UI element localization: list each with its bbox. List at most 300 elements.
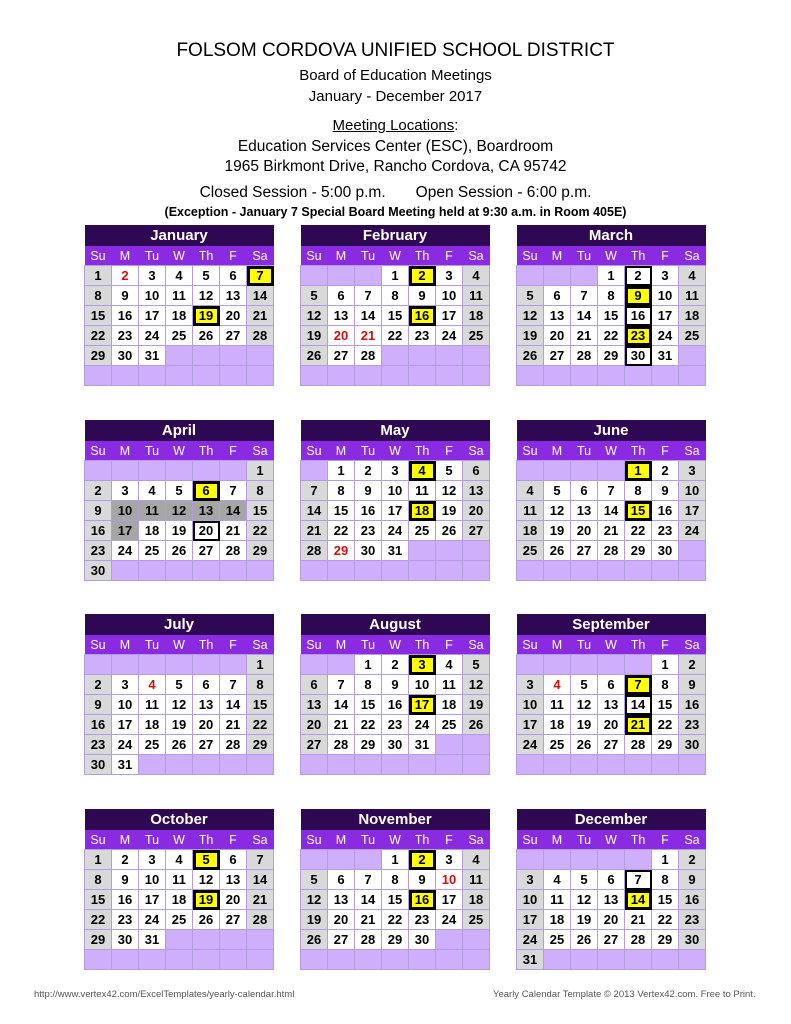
day-cell: 29 bbox=[328, 541, 355, 561]
day-cell: 12 bbox=[166, 695, 193, 715]
day-cell: 24 bbox=[139, 326, 166, 346]
empty-cell bbox=[544, 461, 571, 481]
day-cell: 27 bbox=[220, 910, 247, 930]
weekday-header: Tu bbox=[139, 246, 166, 266]
empty-cell bbox=[544, 950, 571, 970]
day-cell: 26 bbox=[436, 521, 463, 541]
day-cell: 5 bbox=[544, 481, 571, 501]
day-cell: 21 bbox=[625, 910, 652, 930]
day-cell: 13 bbox=[193, 695, 220, 715]
day-cell: 29 bbox=[652, 735, 679, 755]
day-cell: 31 bbox=[139, 930, 166, 950]
weekday-header: Th bbox=[625, 635, 652, 655]
empty-cell bbox=[220, 930, 247, 950]
weekday-header: F bbox=[436, 246, 463, 266]
empty-cell bbox=[112, 461, 139, 481]
day-cell: 1 bbox=[247, 655, 274, 675]
day-cell: 4 bbox=[517, 481, 544, 501]
day-cell: 23 bbox=[409, 910, 436, 930]
day-cell: 19 bbox=[166, 715, 193, 735]
day-cell: 7 bbox=[571, 286, 598, 306]
day-cell: 12 bbox=[193, 286, 220, 306]
meeting-day-cell: 6 bbox=[193, 481, 220, 501]
empty-cell bbox=[463, 755, 490, 775]
day-cell: 10 bbox=[112, 501, 139, 521]
meeting-locations-colon: : bbox=[454, 117, 459, 134]
weekday-header: Sa bbox=[679, 441, 706, 461]
month-calendar bbox=[84, 614, 274, 775]
day-cell: 31 bbox=[409, 735, 436, 755]
day-cell: 24 bbox=[517, 930, 544, 950]
day-cell: 15 bbox=[355, 695, 382, 715]
day-cell: 24 bbox=[436, 910, 463, 930]
day-cell: 26 bbox=[463, 715, 490, 735]
day-cell: 20 bbox=[301, 715, 328, 735]
day-cell: 9 bbox=[409, 870, 436, 890]
day-cell: 13 bbox=[193, 501, 220, 521]
day-cell: 11 bbox=[517, 501, 544, 521]
day-cell: 23 bbox=[382, 715, 409, 735]
day-cell: 22 bbox=[355, 715, 382, 735]
day-cell: 18 bbox=[544, 715, 571, 735]
meeting-day-cell: 23 bbox=[625, 326, 652, 346]
day-cell: 1 bbox=[247, 461, 274, 481]
day-cell: 7 bbox=[247, 850, 274, 870]
day-cell: 24 bbox=[409, 715, 436, 735]
empty-cell bbox=[193, 930, 220, 950]
day-cell: 26 bbox=[193, 910, 220, 930]
day-cell: 12 bbox=[436, 481, 463, 501]
month-grid bbox=[300, 420, 490, 581]
empty-cell bbox=[625, 655, 652, 675]
day-cell: 5 bbox=[166, 675, 193, 695]
day-cell: 30 bbox=[625, 346, 652, 366]
day-cell: 18 bbox=[463, 890, 490, 910]
day-cell: 20 bbox=[193, 715, 220, 735]
meeting-day-cell: 14 bbox=[625, 890, 652, 910]
day-cell: 16 bbox=[679, 890, 706, 910]
day-cell: 29 bbox=[598, 346, 625, 366]
empty-cell bbox=[247, 950, 274, 970]
weekday-header: F bbox=[652, 246, 679, 266]
weekday-header: Th bbox=[409, 246, 436, 266]
weekday-header: Tu bbox=[571, 441, 598, 461]
day-cell: 23 bbox=[355, 521, 382, 541]
empty-cell bbox=[85, 461, 112, 481]
empty-cell bbox=[625, 366, 652, 386]
month-calendar bbox=[300, 225, 490, 386]
day-cell: 8 bbox=[382, 870, 409, 890]
weekday-header: Su bbox=[517, 246, 544, 266]
empty-cell bbox=[544, 561, 571, 581]
day-cell: 28 bbox=[220, 735, 247, 755]
day-cell: 28 bbox=[301, 541, 328, 561]
empty-cell bbox=[247, 755, 274, 775]
day-cell: 3 bbox=[139, 266, 166, 286]
weekday-header: Sa bbox=[463, 246, 490, 266]
empty-cell bbox=[409, 541, 436, 561]
day-cell: 1 bbox=[382, 850, 409, 870]
day-cell: 8 bbox=[247, 675, 274, 695]
day-cell: 14 bbox=[220, 695, 247, 715]
empty-cell bbox=[139, 366, 166, 386]
empty-cell bbox=[355, 850, 382, 870]
day-cell: 14 bbox=[301, 501, 328, 521]
day-cell: 20 bbox=[463, 501, 490, 521]
day-cell: 28 bbox=[598, 541, 625, 561]
day-cell: 24 bbox=[517, 735, 544, 755]
footer-credit: Yearly Calendar Template © 2013 Vertex42.com. Free to Print. bbox=[493, 989, 756, 1000]
day-cell: 25 bbox=[463, 326, 490, 346]
empty-cell bbox=[247, 346, 274, 366]
day-cell: 30 bbox=[652, 541, 679, 561]
month-calendar bbox=[300, 614, 490, 775]
month-calendar bbox=[516, 614, 706, 775]
day-cell: 25 bbox=[463, 910, 490, 930]
day-cell: 17 bbox=[139, 890, 166, 910]
meeting-day-cell: 16 bbox=[409, 306, 436, 326]
month-name: November bbox=[301, 809, 490, 830]
empty-cell bbox=[571, 850, 598, 870]
empty-cell bbox=[436, 950, 463, 970]
day-cell: 12 bbox=[166, 501, 193, 521]
day-cell: 2 bbox=[85, 481, 112, 501]
month-grid bbox=[84, 225, 274, 386]
weekday-header: F bbox=[220, 635, 247, 655]
day-cell: 25 bbox=[544, 735, 571, 755]
month-name: January bbox=[85, 225, 274, 246]
empty-cell bbox=[355, 366, 382, 386]
empty-cell bbox=[409, 755, 436, 775]
day-cell: 13 bbox=[301, 695, 328, 715]
weekday-header: W bbox=[166, 246, 193, 266]
day-cell: 20 bbox=[598, 910, 625, 930]
empty-cell bbox=[679, 561, 706, 581]
day-cell: 6 bbox=[220, 266, 247, 286]
day-cell: 8 bbox=[652, 675, 679, 695]
day-cell: 7 bbox=[301, 481, 328, 501]
day-cell: 31 bbox=[382, 541, 409, 561]
weekday-header: Tu bbox=[355, 830, 382, 850]
day-cell: 19 bbox=[544, 521, 571, 541]
day-cell: 19 bbox=[463, 695, 490, 715]
day-cell: 2 bbox=[112, 850, 139, 870]
empty-cell bbox=[355, 950, 382, 970]
day-cell: 3 bbox=[436, 850, 463, 870]
empty-cell bbox=[220, 346, 247, 366]
weekday-header: Su bbox=[85, 441, 112, 461]
day-cell: 26 bbox=[571, 735, 598, 755]
day-cell: 23 bbox=[112, 326, 139, 346]
empty-cell bbox=[382, 346, 409, 366]
day-cell: 16 bbox=[652, 501, 679, 521]
day-cell: 31 bbox=[112, 755, 139, 775]
day-cell: 30 bbox=[382, 735, 409, 755]
meeting-day-cell: 7 bbox=[247, 266, 274, 286]
footer-url[interactable]: http://www.vertex42.com/ExcelTemplates/yearly-calendar.html bbox=[34, 989, 295, 1000]
day-cell: 8 bbox=[598, 286, 625, 306]
empty-cell bbox=[409, 366, 436, 386]
day-cell: 21 bbox=[247, 890, 274, 910]
day-cell: 15 bbox=[382, 890, 409, 910]
empty-cell bbox=[598, 850, 625, 870]
month-name: October bbox=[85, 809, 274, 830]
day-cell: 16 bbox=[85, 521, 112, 541]
empty-cell bbox=[679, 755, 706, 775]
empty-cell bbox=[301, 850, 328, 870]
date-range: January - December 2017 bbox=[308, 88, 483, 105]
day-cell: 14 bbox=[598, 501, 625, 521]
empty-cell bbox=[436, 541, 463, 561]
day-cell: 2 bbox=[355, 461, 382, 481]
day-cell: 30 bbox=[679, 930, 706, 950]
day-cell: 11 bbox=[679, 286, 706, 306]
empty-cell bbox=[193, 461, 220, 481]
day-cell: 10 bbox=[517, 695, 544, 715]
empty-cell bbox=[517, 266, 544, 286]
weekday-header: M bbox=[112, 441, 139, 461]
weekday-header: Tu bbox=[139, 441, 166, 461]
empty-cell bbox=[166, 655, 193, 675]
empty-cell bbox=[112, 950, 139, 970]
day-cell: 29 bbox=[85, 346, 112, 366]
empty-cell bbox=[382, 561, 409, 581]
day-cell: 3 bbox=[139, 850, 166, 870]
month-grid bbox=[300, 225, 490, 386]
day-cell: 5 bbox=[571, 870, 598, 890]
empty-cell bbox=[220, 461, 247, 481]
empty-cell bbox=[166, 346, 193, 366]
weekday-header: Th bbox=[193, 635, 220, 655]
day-cell: 10 bbox=[436, 286, 463, 306]
month-name: June bbox=[517, 420, 706, 441]
day-cell: 11 bbox=[166, 286, 193, 306]
day-cell: 24 bbox=[436, 326, 463, 346]
weekday-header: Sa bbox=[463, 441, 490, 461]
day-cell: 2 bbox=[625, 266, 652, 286]
day-cell: 21 bbox=[220, 521, 247, 541]
weekday-header: Th bbox=[625, 441, 652, 461]
day-cell: 14 bbox=[355, 890, 382, 910]
day-cell: 20 bbox=[328, 326, 355, 346]
weekday-header: M bbox=[544, 635, 571, 655]
empty-cell bbox=[139, 461, 166, 481]
weekday-header: Sa bbox=[247, 441, 274, 461]
day-cell: 3 bbox=[517, 870, 544, 890]
day-cell: 11 bbox=[139, 695, 166, 715]
month-grid bbox=[516, 809, 706, 970]
day-cell: 16 bbox=[625, 306, 652, 326]
day-cell: 19 bbox=[301, 910, 328, 930]
day-cell: 4 bbox=[463, 266, 490, 286]
meeting-day-cell: 7 bbox=[625, 675, 652, 695]
day-cell: 25 bbox=[679, 326, 706, 346]
month-name: May bbox=[301, 420, 490, 441]
meeting-day-cell: 3 bbox=[409, 655, 436, 675]
month-name: April bbox=[85, 420, 274, 441]
weekday-header: Tu bbox=[355, 441, 382, 461]
empty-cell bbox=[247, 366, 274, 386]
day-cell: 19 bbox=[166, 521, 193, 541]
day-cell: 18 bbox=[139, 521, 166, 541]
empty-cell bbox=[193, 561, 220, 581]
day-cell: 26 bbox=[517, 346, 544, 366]
weekday-header: W bbox=[382, 441, 409, 461]
meeting-day-cell: 21 bbox=[625, 715, 652, 735]
district-title: FOLSOM CORDOVA UNIFIED SCHOOL DISTRICT bbox=[176, 40, 615, 61]
day-cell: 2 bbox=[679, 850, 706, 870]
empty-cell bbox=[598, 755, 625, 775]
day-cell: 15 bbox=[85, 306, 112, 326]
day-cell: 7 bbox=[355, 286, 382, 306]
weekday-header: W bbox=[598, 830, 625, 850]
meeting-day-cell: 4 bbox=[409, 461, 436, 481]
empty-cell bbox=[220, 561, 247, 581]
weekday-header: W bbox=[598, 441, 625, 461]
day-cell: 3 bbox=[436, 266, 463, 286]
weekday-header: W bbox=[382, 830, 409, 850]
empty-cell bbox=[85, 950, 112, 970]
empty-cell bbox=[652, 755, 679, 775]
weekday-header: Tu bbox=[571, 635, 598, 655]
empty-cell bbox=[220, 655, 247, 675]
weekday-header: Su bbox=[85, 830, 112, 850]
weekday-header: Th bbox=[193, 830, 220, 850]
day-cell: 8 bbox=[625, 481, 652, 501]
day-cell: 20 bbox=[544, 326, 571, 346]
day-cell: 29 bbox=[247, 735, 274, 755]
empty-cell bbox=[625, 950, 652, 970]
weekday-header: Sa bbox=[247, 246, 274, 266]
day-cell: 24 bbox=[382, 521, 409, 541]
day-cell: 6 bbox=[220, 850, 247, 870]
day-cell: 30 bbox=[112, 346, 139, 366]
empty-cell bbox=[328, 561, 355, 581]
weekday-header: M bbox=[328, 441, 355, 461]
day-cell: 12 bbox=[463, 675, 490, 695]
day-cell: 29 bbox=[85, 930, 112, 950]
weekday-header: W bbox=[382, 635, 409, 655]
day-cell: 1 bbox=[652, 850, 679, 870]
day-cell: 22 bbox=[85, 910, 112, 930]
day-cell: 15 bbox=[247, 501, 274, 521]
day-cell: 8 bbox=[328, 481, 355, 501]
day-cell: 8 bbox=[85, 870, 112, 890]
empty-cell bbox=[166, 561, 193, 581]
weekday-header: Th bbox=[409, 830, 436, 850]
empty-cell bbox=[436, 561, 463, 581]
empty-cell bbox=[652, 950, 679, 970]
empty-cell bbox=[571, 266, 598, 286]
day-cell: 12 bbox=[301, 306, 328, 326]
day-cell: 3 bbox=[652, 266, 679, 286]
day-cell: 9 bbox=[112, 286, 139, 306]
empty-cell bbox=[517, 850, 544, 870]
day-cell: 28 bbox=[571, 346, 598, 366]
day-cell: 7 bbox=[625, 870, 652, 890]
day-cell: 27 bbox=[328, 346, 355, 366]
empty-cell bbox=[598, 461, 625, 481]
day-cell: 26 bbox=[544, 541, 571, 561]
empty-cell bbox=[463, 561, 490, 581]
day-cell: 8 bbox=[247, 481, 274, 501]
day-cell: 5 bbox=[301, 870, 328, 890]
day-cell: 16 bbox=[679, 695, 706, 715]
day-cell: 7 bbox=[328, 675, 355, 695]
empty-cell bbox=[301, 755, 328, 775]
day-cell: 4 bbox=[139, 675, 166, 695]
day-cell: 17 bbox=[517, 715, 544, 735]
empty-cell bbox=[328, 850, 355, 870]
day-cell: 22 bbox=[652, 910, 679, 930]
day-cell: 2 bbox=[679, 655, 706, 675]
month-calendar bbox=[84, 809, 274, 970]
day-cell: 11 bbox=[463, 870, 490, 890]
month-name: December bbox=[517, 809, 706, 830]
day-cell: 23 bbox=[652, 521, 679, 541]
day-cell: 7 bbox=[598, 481, 625, 501]
day-cell: 5 bbox=[301, 286, 328, 306]
day-cell: 19 bbox=[517, 326, 544, 346]
empty-cell bbox=[85, 366, 112, 386]
day-cell: 15 bbox=[85, 890, 112, 910]
empty-cell bbox=[463, 541, 490, 561]
day-cell: 21 bbox=[301, 521, 328, 541]
month-grid bbox=[516, 614, 706, 775]
weekday-header: M bbox=[544, 830, 571, 850]
day-cell: 31 bbox=[139, 346, 166, 366]
month-grid bbox=[516, 225, 706, 386]
day-cell: 25 bbox=[436, 715, 463, 735]
day-cell: 4 bbox=[544, 675, 571, 695]
day-cell: 22 bbox=[328, 521, 355, 541]
location-address: 1965 Birkmont Drive, Rancho Cordova, CA 95742 bbox=[224, 158, 567, 175]
empty-cell bbox=[301, 266, 328, 286]
day-cell: 26 bbox=[571, 930, 598, 950]
day-cell: 21 bbox=[355, 326, 382, 346]
day-cell: 23 bbox=[679, 910, 706, 930]
day-cell: 6 bbox=[328, 870, 355, 890]
day-cell: 28 bbox=[625, 930, 652, 950]
day-cell: 9 bbox=[679, 870, 706, 890]
empty-cell bbox=[220, 950, 247, 970]
weekday-header: Th bbox=[625, 246, 652, 266]
day-cell: 20 bbox=[571, 521, 598, 541]
day-cell: 11 bbox=[139, 501, 166, 521]
empty-cell bbox=[247, 930, 274, 950]
empty-cell bbox=[301, 950, 328, 970]
day-cell: 15 bbox=[652, 695, 679, 715]
day-cell: 14 bbox=[355, 306, 382, 326]
month-grid bbox=[516, 420, 706, 581]
empty-cell bbox=[598, 950, 625, 970]
day-cell: 27 bbox=[220, 326, 247, 346]
month-calendar bbox=[516, 225, 706, 386]
day-cell: 19 bbox=[301, 326, 328, 346]
empty-cell bbox=[409, 950, 436, 970]
day-cell: 21 bbox=[571, 326, 598, 346]
weekday-header: Su bbox=[301, 246, 328, 266]
day-cell: 12 bbox=[193, 870, 220, 890]
day-cell: 12 bbox=[544, 501, 571, 521]
day-cell: 1 bbox=[328, 461, 355, 481]
day-cell: 10 bbox=[382, 481, 409, 501]
empty-cell bbox=[382, 755, 409, 775]
day-cell: 20 bbox=[220, 890, 247, 910]
day-cell: 15 bbox=[382, 306, 409, 326]
empty-cell bbox=[382, 366, 409, 386]
day-cell: 9 bbox=[85, 695, 112, 715]
